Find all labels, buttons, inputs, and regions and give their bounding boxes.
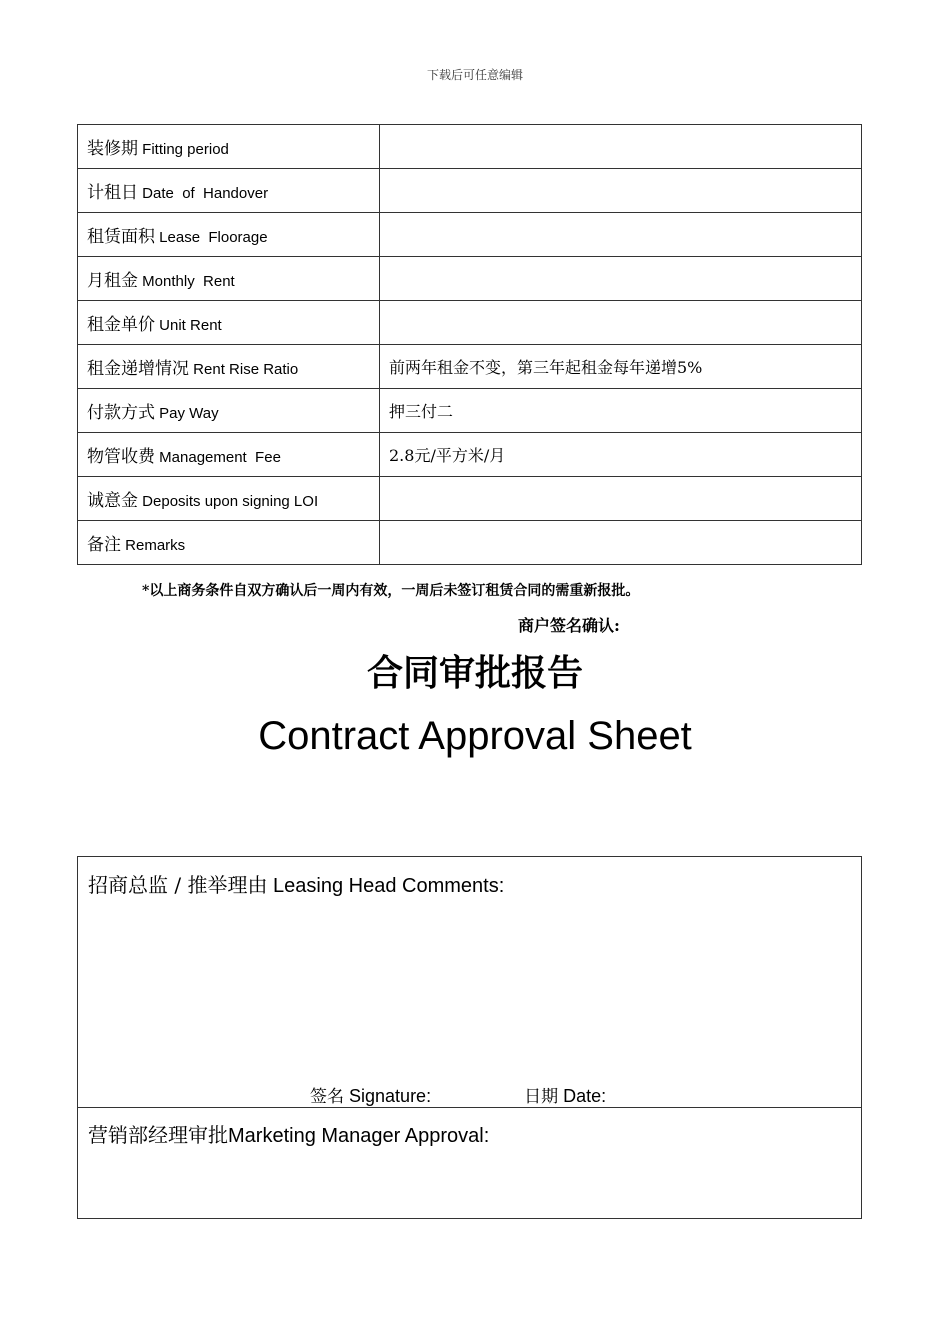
term-value-cell[interactable]	[380, 477, 862, 521]
term-label-cn: 装修期	[87, 139, 138, 159]
term-label-cn: 计租日	[87, 183, 138, 203]
term-label-en: Fitting period	[142, 141, 229, 158]
term-value-cell[interactable]	[380, 257, 862, 301]
marketing-manager-label-cn: 营销部经理审批	[88, 1123, 228, 1147]
term-value-cell[interactable]: 押三付二	[380, 389, 862, 433]
table-row	[78, 301, 862, 345]
term-label-cn: 诚意金	[87, 491, 138, 511]
term-value-cell[interactable]	[380, 301, 862, 345]
term-label-cell	[78, 301, 380, 345]
term-label-cell	[78, 257, 380, 301]
business-terms-table	[77, 124, 862, 565]
term-value-cell[interactable]: 前两年租金不变，第三年起租金每年递增5%	[380, 345, 862, 389]
date-label-cn: 日期	[524, 1087, 559, 1107]
term-label-cell	[78, 125, 380, 169]
date-group	[524, 1082, 606, 1107]
signature-date-row	[310, 1082, 606, 1107]
term-label-en: Unit Rent	[159, 317, 222, 334]
leasing-head-section	[78, 857, 861, 1108]
marketing-manager-section	[78, 1107, 861, 1219]
term-label-cell	[78, 169, 380, 213]
table-row	[78, 389, 862, 433]
terms-body	[78, 125, 862, 565]
term-label-cell	[78, 521, 380, 565]
term-label-cell	[78, 345, 380, 389]
leasing-head-label-cn: 招商总监 / 推举理由	[88, 873, 268, 897]
term-label-cn: 月租金	[87, 271, 138, 291]
term-label-cell	[78, 389, 380, 433]
term-label-cell	[78, 213, 380, 257]
term-value-cell[interactable]	[380, 213, 862, 257]
term-label-en: Monthly Rent	[142, 273, 235, 290]
term-label-cn: 租赁面积	[87, 227, 155, 247]
page-title-en: Contract Approval Sheet	[258, 714, 692, 758]
approval-box	[77, 856, 862, 1219]
table-row	[78, 257, 862, 301]
term-label-cell	[78, 433, 380, 477]
marketing-manager-label	[88, 1119, 489, 1148]
term-label-en: Management Fee	[159, 449, 281, 466]
page-title-cn: 合同审批报告	[366, 652, 583, 694]
header-note: 下载后可任意编辑	[426, 68, 523, 82]
term-label-en: Lease Floorage	[159, 229, 268, 246]
term-value-cell[interactable]	[380, 125, 862, 169]
term-value-cell[interactable]	[380, 169, 862, 213]
leasing-head-label	[88, 869, 504, 898]
term-label-en: Remarks	[125, 537, 186, 554]
merchant-confirm-label: 商户签名确认:	[518, 616, 620, 635]
term-value-cell[interactable]	[380, 521, 862, 565]
leasing-head-label-en: Leasing Head Comments:	[273, 875, 505, 897]
term-label-en: Date of Handover	[142, 185, 269, 202]
term-label-cell	[78, 477, 380, 521]
table-row	[78, 213, 862, 257]
table-row	[78, 477, 862, 521]
term-label-cn: 备注	[87, 535, 121, 555]
term-label-cn: 租金单价	[87, 315, 155, 335]
date-label-en: Date:	[563, 1086, 607, 1106]
term-label-en: Deposits upon signing LOI	[142, 493, 319, 510]
signature-label-cn: 签名	[310, 1087, 344, 1107]
term-label-cn: 物管收费	[87, 447, 155, 467]
marketing-manager-label-en: Marketing Manager Approval:	[228, 1125, 490, 1147]
table-row	[78, 433, 862, 477]
term-label-cn: 付款方式	[87, 403, 155, 423]
term-label-en: Rent Rise Ratio	[193, 361, 299, 378]
term-label-en: Pay Way	[159, 405, 219, 422]
table-row	[78, 345, 862, 389]
term-value-cell[interactable]: 2.8元/平方米/月	[380, 433, 862, 477]
table-row	[78, 125, 862, 169]
signature-label-en: Signature:	[349, 1086, 432, 1106]
table-row	[78, 169, 862, 213]
table-row	[78, 521, 862, 565]
validity-note: *以上商务条件自双方确认后一周内有效，一周后未签订租赁合同的需重新报批。	[142, 583, 640, 599]
term-label-cn: 租金递增情况	[87, 359, 189, 379]
